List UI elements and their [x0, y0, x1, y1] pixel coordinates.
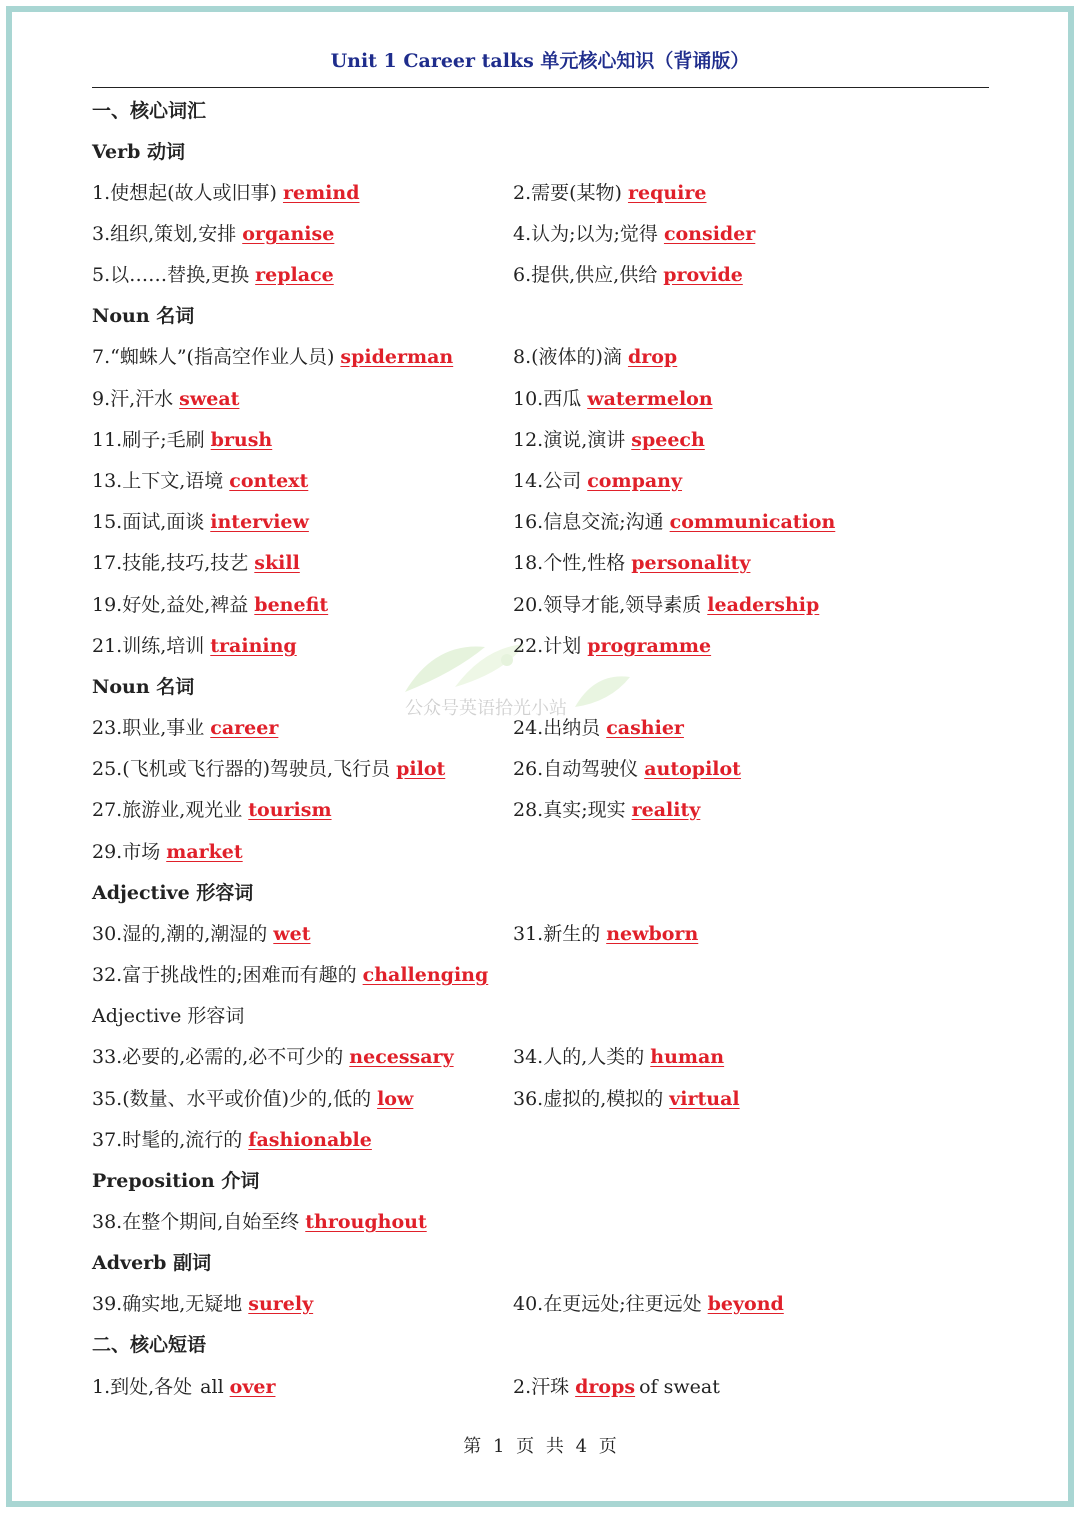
vocab-item [92, 379, 239, 420]
vocab-answer: reality [631, 799, 701, 821]
vocab-chinese: 6.提供,供应,供给 [513, 264, 658, 286]
vocab-item [513, 790, 700, 831]
vocab-chinese: 25.(飞机或飞行器的)驾驶员,飞行员 [92, 758, 391, 780]
vocab-item [92, 585, 328, 626]
vocab-chinese: 23.职业,事业 [92, 717, 205, 739]
vocab-item [513, 914, 698, 955]
vocab-item [92, 502, 309, 543]
vocab-item [513, 1037, 724, 1078]
vocab-chinese: 8.(液体的)滴 [513, 346, 622, 368]
vocab-answer: pilot [396, 758, 446, 780]
vocab-item [92, 914, 311, 955]
phrase-chinese: 1.到处,各处 [92, 1376, 193, 1398]
vocab-chinese: 33.必要的,必需的,必不可少的 [92, 1046, 344, 1068]
vocab-answer: training [210, 635, 297, 657]
vocab-item [92, 708, 278, 749]
vocab-chinese: 36.虚拟的,模拟的 [513, 1088, 664, 1110]
vocab-answer: benefit [254, 594, 329, 616]
page-title: Unit 1 Career talks 单元核心知识（背诵版） [330, 50, 750, 72]
vocab-chinese: 4.认为;以为;觉得 [513, 223, 658, 245]
vocab-answer: surely [248, 1293, 314, 1315]
vocab-answer: skill [254, 552, 300, 574]
vocab-chinese: 9.汗,汗水 [92, 388, 174, 410]
vocab-chinese: 3.组织,策划,安排 [92, 223, 237, 245]
vocab-answer: programme [587, 635, 712, 657]
heading-adverb: Adverb 副词 [92, 1252, 212, 1274]
vocab-chinese: 5.以……替换,更换 [92, 264, 250, 286]
vocab-chinese: 13.上下文,语境 [92, 470, 224, 492]
vocab-item [92, 749, 445, 790]
vocab-answer: newborn [606, 923, 699, 945]
vocab-chinese: 35.(数量、水平或价值)少的,低的 [92, 1088, 372, 1110]
vocab-chinese: 28.真实;现实 [513, 799, 626, 821]
vocab-answer: throughout [305, 1211, 427, 1233]
vocab-item [92, 255, 334, 296]
vocab-answer: virtual [669, 1088, 740, 1110]
vocab-chinese: 30.湿的,潮的,潮湿的 [92, 923, 268, 945]
vocab-answer: career [210, 717, 279, 739]
vocab-item [92, 1120, 372, 1161]
vocab-chinese: 20.领导才能,领导素质 [513, 594, 702, 616]
vocab-chinese: 2.需要(某物) [513, 182, 622, 204]
vocab-answer: human [650, 1046, 725, 1068]
vocab-answer: replace [255, 264, 334, 286]
vocab-item [92, 1202, 427, 1243]
vocab-answer: tourism [248, 799, 332, 821]
vocab-answer: necessary [349, 1046, 454, 1068]
vocab-item [513, 1079, 740, 1120]
vocab-answer: brush [210, 429, 273, 451]
vocab-chinese: 12.演说,演讲 [513, 429, 626, 451]
vocab-answer: communication [669, 511, 836, 533]
vocab-item [92, 955, 488, 996]
vocab-answer: cashier [606, 717, 684, 739]
vocab-chinese: 10.西瓜 [513, 388, 582, 410]
phrase-answer: over [229, 1376, 276, 1398]
vocab-item [92, 214, 334, 255]
vocab-item [513, 749, 741, 790]
vocab-item [513, 379, 713, 420]
vocab-answer: speech [631, 429, 705, 451]
vocab-item [513, 708, 684, 749]
vocab-chinese: 38.在整个期间,自始至终 [92, 1211, 300, 1233]
vocab-answer: provide [663, 264, 743, 286]
section-heading-core-vocabulary: 一、核心词汇 [92, 100, 207, 122]
vocab-chinese: 7.“蜘蛛人”(指高空作业人员) [92, 346, 335, 368]
vocab-answer: market [166, 841, 243, 863]
vocab-chinese: 39.确实地,无疑地 [92, 1293, 243, 1315]
vocab-chinese: 24.出纳员 [513, 717, 601, 739]
vocab-item [513, 626, 711, 667]
vocab-answer: organise [242, 223, 335, 245]
vocab-chinese: 1.使想起(故人或旧事) [92, 182, 277, 204]
vocab-answer: remind [282, 182, 360, 204]
vocab-chinese: 17.技能,技巧,技艺 [92, 552, 249, 574]
vocab-chinese: 15.面试,面谈 [92, 511, 205, 533]
vocab-answer: require [627, 182, 707, 204]
vocab-answer: context [229, 470, 309, 492]
vocab-answer: personality [631, 552, 751, 574]
vocab-item [92, 626, 297, 667]
vocab-chinese: 18.个性,性格 [513, 552, 626, 574]
phrase-item [92, 1367, 275, 1408]
watermark-text: 公众号英语拾光小站 [405, 698, 567, 719]
vocab-item [513, 420, 705, 461]
vocab-chinese: 40.在更远处;往更远处 [513, 1293, 702, 1315]
vocab-item [513, 1284, 784, 1325]
heading-adjective: Adjective 形容词 [92, 882, 254, 904]
vocab-answer: fashionable [248, 1129, 372, 1151]
vocab-answer: spiderman [340, 346, 454, 368]
vocab-answer: drop [627, 346, 678, 368]
vocab-chinese: 16.信息交流;沟通 [513, 511, 664, 533]
heading-noun-2: Noun 名词 [92, 676, 195, 698]
vocab-chinese: 22.计划 [513, 635, 582, 657]
vocab-chinese: 37.时髦的,流行的 [92, 1129, 243, 1151]
vocab-item [513, 173, 706, 214]
vocab-chinese: 14.公司 [513, 470, 582, 492]
vocab-item [513, 337, 677, 378]
phrase-chinese: 2.汗珠 [513, 1376, 570, 1398]
phrase-answer: drops [575, 1376, 636, 1398]
vocab-item [92, 543, 300, 584]
vocab-chinese: 29.市场 [92, 841, 161, 863]
vocab-item [92, 790, 332, 831]
vocab-item [513, 461, 682, 502]
page-number: 第 1 页 共 4 页 [463, 1436, 617, 1457]
phrase-item [513, 1367, 720, 1408]
title-divider [92, 87, 989, 88]
vocab-answer: autopilot [644, 758, 741, 780]
section-heading-core-phrases: 二、核心短语 [92, 1334, 207, 1356]
vocab-answer: company [587, 470, 683, 492]
vocab-chinese: 32.富于挑战性的;困难而有趣的 [92, 964, 357, 986]
vocab-answer: interview [210, 511, 309, 533]
vocab-item [92, 1079, 413, 1120]
vocab-item [513, 214, 755, 255]
vocab-item [92, 832, 243, 873]
vocab-item [92, 420, 272, 461]
vocab-answer: leadership [707, 594, 820, 616]
vocab-chinese: 31.新生的 [513, 923, 601, 945]
vocab-answer: wet [273, 923, 311, 945]
vocab-answer: beyond [707, 1293, 784, 1315]
vocab-chinese: 19.好处,益处,裨益 [92, 594, 249, 616]
vocab-answer: sweat [179, 388, 240, 410]
vocab-answer: low [377, 1088, 414, 1110]
vocab-chinese: 11.刷子;毛刷 [92, 429, 205, 451]
vocab-item [92, 1284, 313, 1325]
vocab-item [513, 543, 750, 584]
vocab-chinese: 34.人的,人类的 [513, 1046, 645, 1068]
vocab-item [92, 337, 453, 378]
vocab-answer: challenging [362, 964, 489, 986]
heading-preposition: Preposition 介词 [92, 1170, 260, 1192]
vocab-answer: consider [663, 223, 756, 245]
vocab-chinese: 27.旅游业,观光业 [92, 799, 243, 821]
phrase-prefix: all [200, 1376, 224, 1398]
vocab-item [513, 502, 835, 543]
vocab-item [92, 1037, 454, 1078]
vocab-chinese: 26.自动驾驶仪 [513, 758, 639, 780]
vocab-item [92, 461, 308, 502]
heading-noun: Noun 名词 [92, 305, 195, 327]
phrase-suffix: of sweat [639, 1376, 720, 1398]
vocab-chinese: 21.训练,培训 [92, 635, 205, 657]
heading-verb: Verb 动词 [92, 141, 185, 163]
vocab-item [513, 255, 743, 296]
vocab-answer: watermelon [587, 388, 713, 410]
heading-adjective-2: Adjective 形容词 [92, 1005, 245, 1027]
vocab-item [92, 173, 360, 214]
vocab-item [513, 585, 819, 626]
